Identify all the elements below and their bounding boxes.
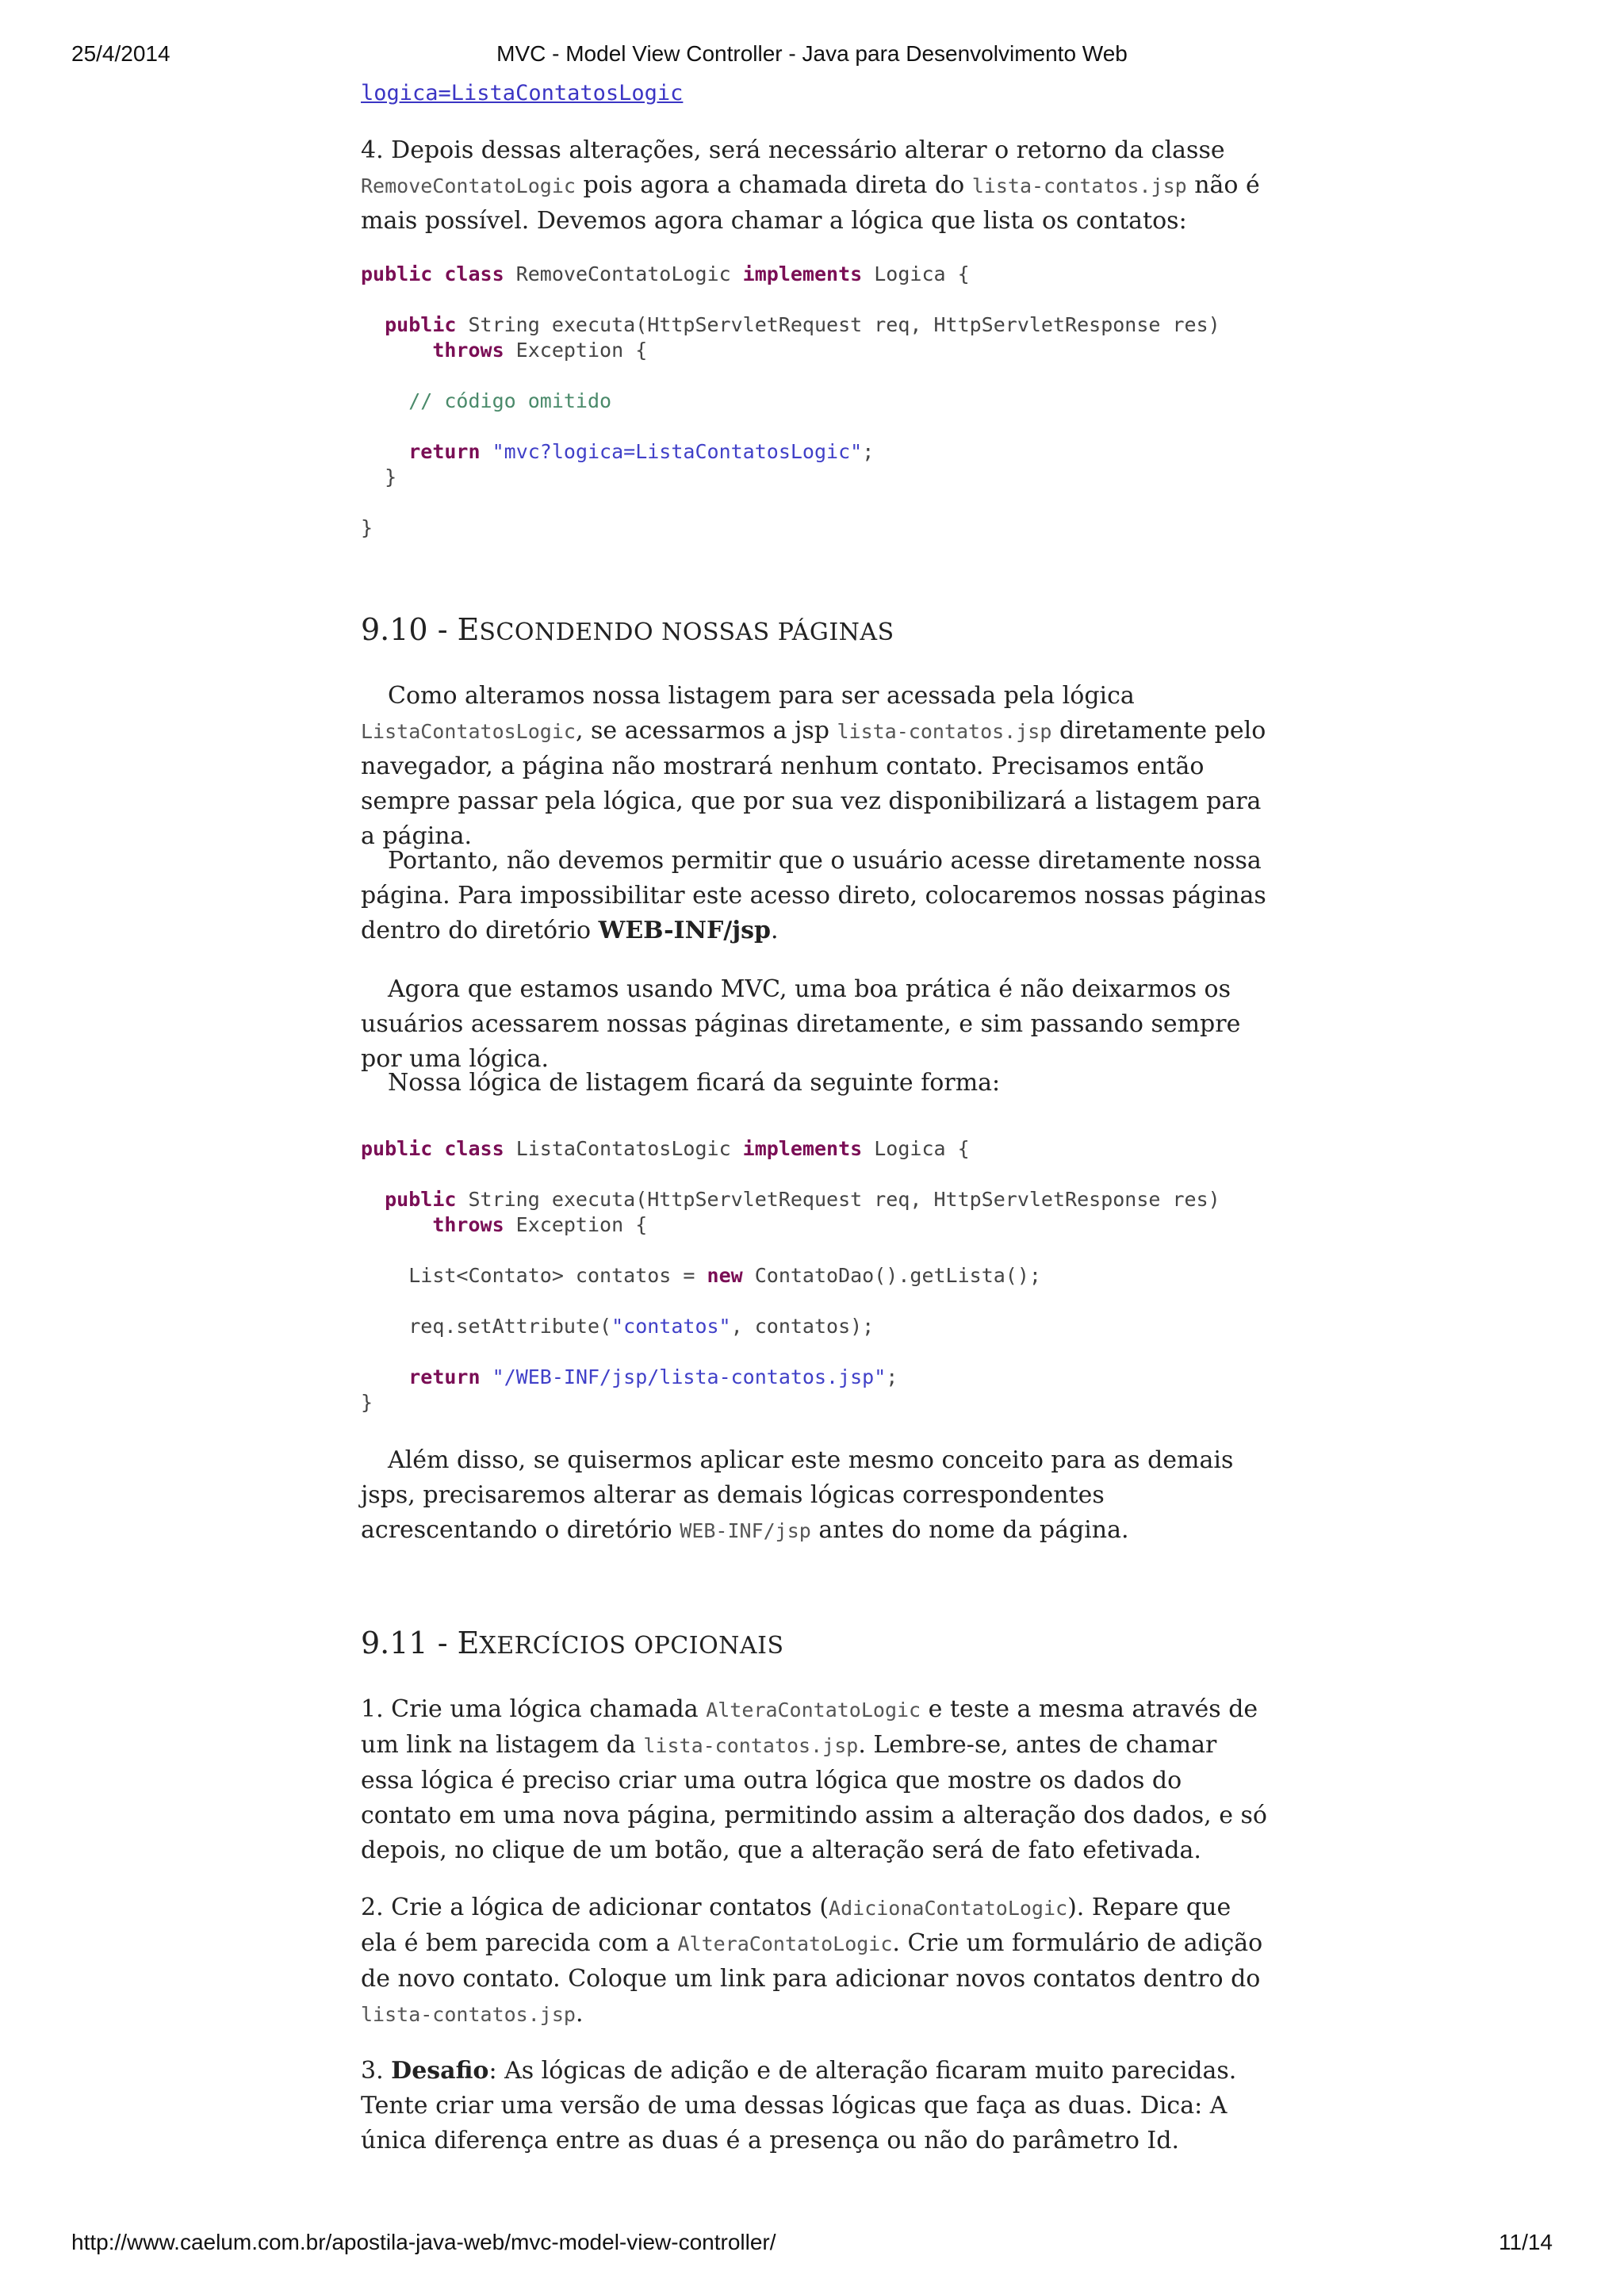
page-number: 11/14: [1499, 2230, 1553, 2254]
exercise-2: 2. Crie a lógica de adicionar contatos (AdicionaContatoLogic). Repare que ela é bem parecida com a AlteraContatoLogic. Crie um formulário de adição de novo contato. Coloque um link para adicionar novos contatos dentro do lista-contatos.jsp.: [361, 1894, 1263, 2028]
section-heading-9-11: 9.11 - EXERCÍCIOS OPCIONAIS: [361, 1626, 784, 1660]
paragraph-alem-disso: Além disso, se quisermos aplicar este mesmo conceito para as demais jsps, precisaremos alterar as demais lógicas correspondentes acrescentando o diretório WEB-INF/jsp antes do nome da página.: [361, 1446, 1234, 1544]
paragraph-logica: Nossa lógica de listagem ficará da seguinte forma:: [388, 1069, 1001, 1097]
print-url: http://www.caelum.com.br/apostila-java-web/mvc-model-view-controller/: [71, 2230, 776, 2254]
exercise-3: 3. Desafio: As lógicas de adição e de alteração ficaram muito parecidas. Tente criar uma versão de uma dessas lógicas que faça as duas. Dica: A única diferença entre as duas é a presença ou não do parâmetro Id.: [361, 2057, 1237, 2154]
paragraph-portanto: Portanto, não devemos permitir que o usuário acesse diretamente nossa página. Para impossibilitar este acesso direto, colocaremos nossas páginas dentro do diretório WEB-INF/jsp.: [361, 847, 1266, 944]
exercise-1: 1. Crie uma lógica chamada AlteraContatoLogic e teste a mesma através de um link na listagem da lista-contatos.jsp. Lembre-se, antes de chamar essa lógica é preciso criar uma outra lógica que mostre os dados do contato em uma nova página, permitindo assim a alteração dos dados, e só depois, no clique de um botão, que a alteração será de fato efetivada.: [361, 1695, 1267, 1864]
print-date: 25/4/2014: [71, 41, 170, 66]
top-link[interactable]: logica=ListaContatosLogic: [361, 81, 684, 105]
code-block-remove: public class RemoveContatoLogic implements Logica { public String executa(HttpServletRequest req, HttpServletResponse res) throws Exception { // código omitido return "mvc?logica=ListaContatosLogic"; } }: [361, 262, 1220, 539]
section-heading-9-10: 9.10 - ESCONDENDO NOSSAS PÁGINAS: [361, 612, 894, 647]
paragraph-mvc: Agora que estamos usando MVC, uma boa prática é não deixarmos os usuários acessarem nossas páginas diretamente, e sim passando sempre por uma lógica.: [361, 975, 1241, 1073]
paragraph-listagem: Como alteramos nossa listagem para ser acessada pela lógica ListaContatosLogic, se acessarmos a jsp lista-contatos.jsp diretamente pelo navegador, a página não mostrará nenhum contato. Precisamos então sempre passar pela lógica, que por sua vez disponibilizará a listagem para a página.: [361, 682, 1266, 850]
print-title: MVC - Model View Controller - Java para Desenvolvimento Web: [496, 41, 1128, 66]
code-block-lista: public class ListaContatosLogic implements Logica { public String executa(HttpServletRequest req, HttpServletResponse res) throws Exception { List<Contato> contatos = new ContatoDao().getLista(); req.setAttribute("contatos", contatos); return "/WEB-INF/jsp/lista-contatos.jsp"; }: [361, 1137, 1220, 1414]
step4-paragraph: 4. Depois dessas alterações, será necessário alterar o retorno da classe RemoveContatoLogic pois agora a chamada direta do lista-contatos.jsp não é mais possível. Devemos agora chamar a lógica que lista os contatos:: [361, 136, 1260, 235]
